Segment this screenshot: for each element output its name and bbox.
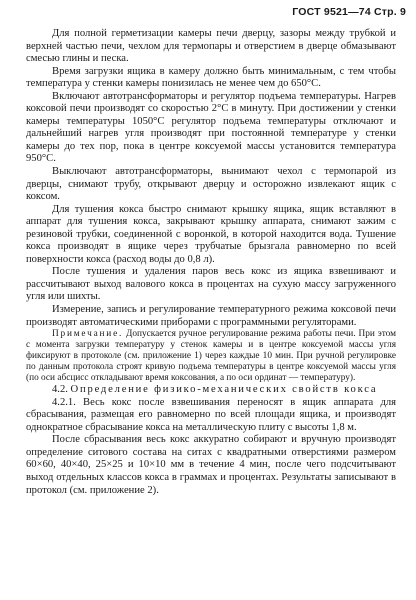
page-number: Стр. 9 [373, 6, 406, 18]
section-heading [26, 384, 396, 397]
section-number: 4.2. [52, 384, 68, 396]
paragraph-sealing: Для полной герметизации камеры печи дверцу, зазоры между трубкой и верхней частью печи, чехлом для термопары и отверстием в дверце обмазывают смесью глины и песка. [26, 28, 396, 65]
document-body [26, 28, 396, 497]
paragraph-quenching: Для тушения кокса быстро снимают крышку ящика, ящик вставляют в аппарат для тушения кокса, закрывают крышку аппарата, снимают зажим с резиновой трубки, соединенной с воронкой, в которой находится вода. Тушение кокса производят в ящике через трубчатые брызгала равномерно по всей поверхности кокса (расход воды до 0,8 л). [26, 203, 396, 265]
paragraph-drop-test: 4.2.1. Весь кокс после взвешивания переносят в ящик аппарата для сбрасывания, размещая его равномерно по всей площади ящика, и производят однократное сбрасывание кокса на металлическую плиту с высоты 1,8 м. [26, 396, 396, 433]
section-title: Определение физико-механических свойств кокса [70, 384, 378, 396]
paragraph-weighing: После тушения и удаления паров весь кокс из ящика взвешивают и рассчитывают выход валового кокса в процентах на сухую массу загруженного угля или шихты. [26, 266, 396, 303]
page-header [292, 6, 406, 18]
note-text: Допускается ручное регулирование режима работы печи. При этом с момента загрузки температуру у стенок камеры и в центре коксуемой массы угля фиксируют в протоколе (см. приложение 1) через каждые 10 мин. При ручной регулировке по данным протокола строят кривую подъема температуры в центре коксуемой массы угля (по оси абсцисс откладывают время коксования, а по оси ординат — температуру). [26, 329, 396, 384]
standard-number: ГОСТ 9521—74 [292, 6, 371, 18]
paragraph-loading-time: Время загрузки ящика в камеру должно быть минимальным, с тем чтобы температура у стенки камеры понизилась не менее чем до 650°С. [26, 65, 396, 90]
paragraph-heating: Включают автотрансформаторы и регулятор подъема температуры. Нагрев коксовой печи производят со скоростью 2°С в минуту. При достижении у стенки камеры температуры 1050°С регулятор подъема температуры отключают и дальнейший нагрев угля производят при постоянной температуре у стенки камеры до тех пор, пока в центре коксуемой массы установится температура 950°С. [26, 90, 396, 165]
paragraph-sieve-analysis: После сбрасывания весь кокс аккуратно собирают и вручную производят определение ситового состава на ситах с квадратными отверстиями размером 60×60, 40×40, 25×25 и 10×10 мм в течение 4 мин, после чего подсчитывают выход отдельных классов кокса в граммах и процентах. Результаты записывают в протокол (см. приложение 2). [26, 434, 396, 496]
paragraph-measurement: Измерение, запись и регулирование температурного режима коксовой печи производят автоматическими приборами с программными регуляторами. [26, 304, 396, 328]
note-label: Примечание. [52, 329, 124, 340]
note-block [26, 329, 396, 384]
paragraph-extraction: Выключают автотрансформаторы, вынимают чехол с термопарой из дверцы, снимают трубу, открывают дверцу и осторожно извлекают ящик с коксом. [26, 166, 396, 203]
